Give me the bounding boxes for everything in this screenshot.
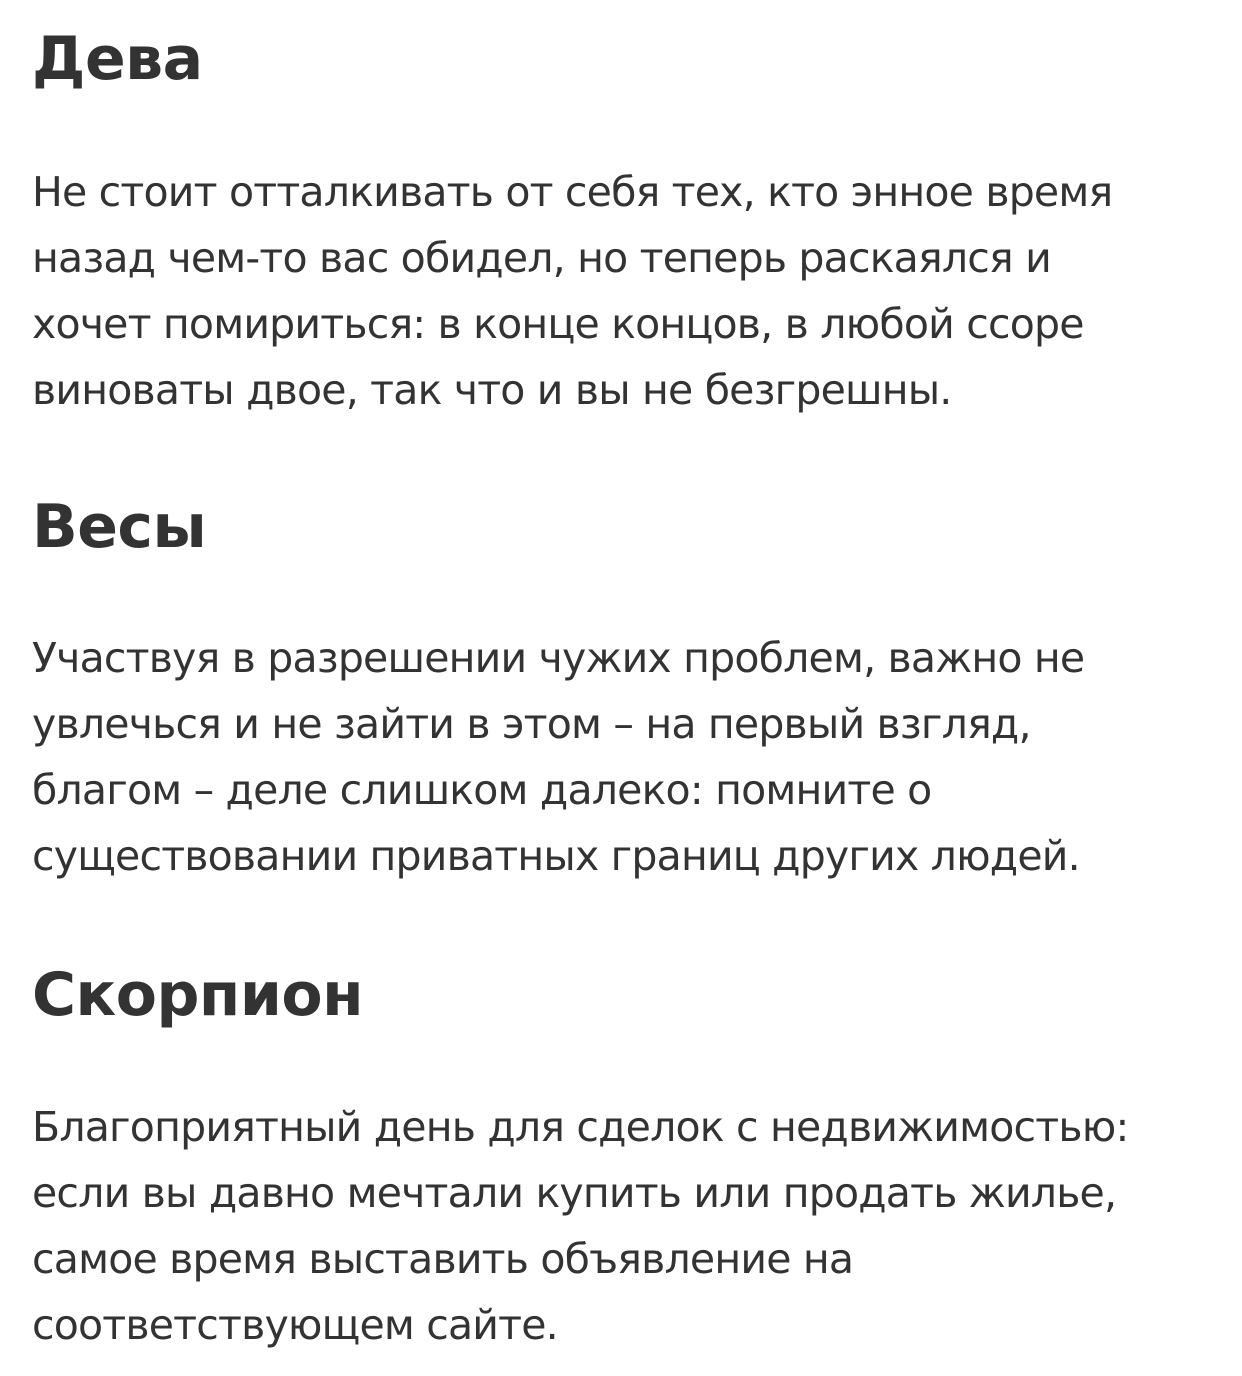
text-line: существовании приватных границ других людей. [32,832,1080,880]
text-line: Участвуя в разрешении чужих проблем, важно не [32,634,1085,682]
section-text-libra [32,625,1222,889]
section-text-scorpio [32,1094,1222,1358]
text-line: если вы давно мечтали купить или продать жилье, [32,1169,1117,1217]
text-line: увлечься и не зайти в этом – на первый взгляд, [32,700,1031,748]
text-line: самое время выставить объявление на [32,1235,854,1283]
section-title-scorpio: Скорпион [32,960,364,1030]
section-title-virgo: Дева [32,24,203,94]
text-line: соответствующем сайте. [32,1301,558,1349]
section-text-virgo [32,159,1222,423]
text-line: Благоприятный день для сделок с недвижимостью: [32,1103,1129,1151]
text-line: хочет помириться: в конце концов, в любой ссоре [32,300,1084,348]
text-line: Не стоит отталкивать от себя тех, кто энное время [32,168,1113,216]
text-line: виноваты двое, так что и вы не безгрешны. [32,366,952,414]
text-line: назад чем-то вас обидел, но теперь раскаялся и [32,234,1051,282]
section-title-libra: Весы [32,492,207,562]
text-line: благом – деле слишком далеко: помните о [32,766,932,814]
